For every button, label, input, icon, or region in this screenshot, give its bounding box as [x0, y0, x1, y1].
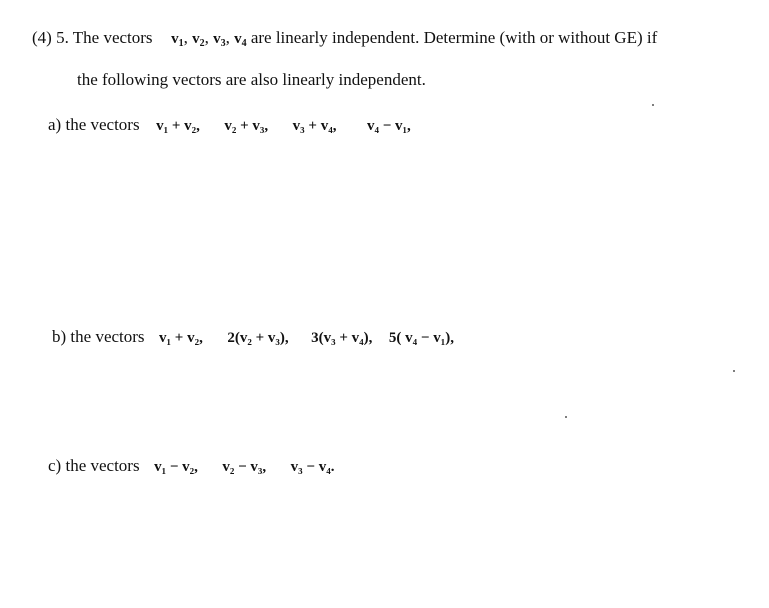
scan-speck: [565, 416, 567, 418]
part-a-term-3: v₃ + v₄,: [292, 118, 337, 134]
part-c-term-2: v₂ − v₃,: [222, 459, 267, 475]
vector-v3: $v_3$: [213, 31, 226, 49]
part-b-term-2: 2(v₂ + v₃),: [227, 330, 289, 346]
part-c: [48, 456, 334, 477]
problem-intro-rest: are linearly independent. Determine (with or without GE) if: [250, 28, 658, 47]
problem-line-1: [32, 28, 657, 54]
problem-line-2: the following vectors are also linearly independent.: [77, 70, 426, 89]
part-a-term-1: v₁ + v₂,: [156, 118, 200, 134]
scan-speck: [733, 370, 735, 372]
part-b-term-3: 3(v₃ + v₄),: [311, 330, 373, 346]
scan-speck: [652, 104, 654, 106]
vector-v4: $v_4$: [234, 31, 247, 49]
part-c-term-1: v₁ − v₂,: [154, 459, 198, 475]
part-a-lead: the vectors: [65, 115, 140, 134]
vector-v2: $v_2$: [192, 31, 205, 49]
part-b-term-1: v₁ + v₂,: [159, 330, 203, 346]
part-a-label: a): [48, 115, 62, 134]
problem-intro-lead: The vectors: [72, 28, 153, 47]
part-a-term-2: v₂ + v₃,: [224, 118, 269, 134]
part-b-label: b): [52, 327, 67, 346]
problem-number: (4) 5.: [32, 28, 69, 47]
vector-v1: $v_1$: [171, 31, 184, 49]
part-b-lead: the vectors: [70, 327, 145, 346]
part-c-label: c): [48, 456, 62, 475]
part-a: [48, 115, 411, 136]
part-c-lead: the vectors: [65, 456, 140, 475]
part-c-term-3: v₃ − v₄.: [290, 459, 335, 475]
intro-vector-list: $v_1$, $v_2$, $v_3$, $v_4$: [171, 28, 247, 49]
part-b-term-4: 5( v₄ − v₁),: [388, 330, 454, 346]
part-b: [52, 327, 454, 348]
part-a-term-4: v₄ − v₁,: [366, 118, 411, 134]
